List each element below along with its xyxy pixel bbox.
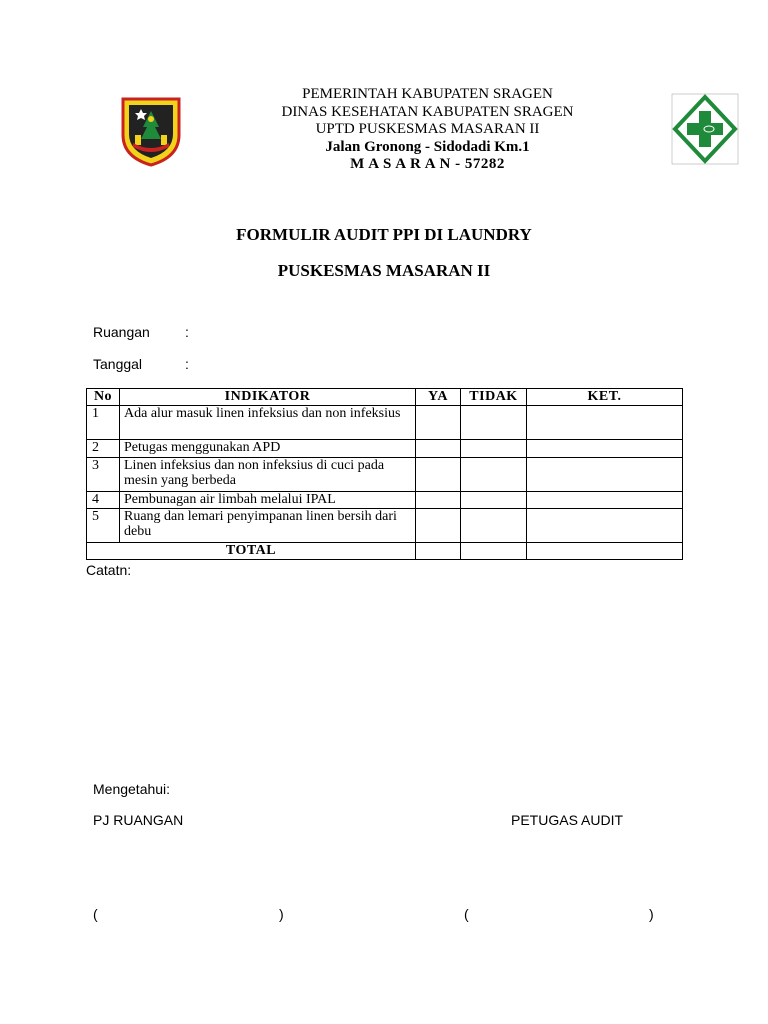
table-row bbox=[87, 440, 683, 458]
right-signature-open-paren: ( bbox=[464, 906, 469, 922]
column-header-indikator: INDIKATOR bbox=[120, 389, 416, 406]
left-signature-open-paren: ( bbox=[93, 906, 98, 922]
letterhead-line-department: DINAS KESEHATAN KABUPATEN SRAGEN bbox=[281, 103, 574, 120]
petugas-audit-label: PETUGAS AUDIT bbox=[511, 812, 624, 828]
row-indicator: Ada alur masuk linen infeksius dan non infeksius bbox=[120, 406, 416, 440]
right-signature-close-paren: ) bbox=[649, 906, 654, 922]
row-number: 2 bbox=[87, 440, 120, 458]
letterhead-line-government: PEMERINTAH KABUPATEN SRAGEN bbox=[302, 86, 553, 102]
row-indicator: Ruang dan lemari penyimpanan linen bersih dari debu bbox=[120, 509, 416, 543]
cell-ket[interactable] bbox=[527, 509, 683, 543]
column-header-tidak: TIDAK bbox=[461, 389, 527, 406]
total-ket[interactable] bbox=[527, 543, 683, 560]
sragen-regency-emblem-icon bbox=[121, 97, 181, 167]
table-row bbox=[87, 406, 683, 440]
cell-ya[interactable] bbox=[416, 406, 461, 440]
row-number: 5 bbox=[87, 509, 120, 543]
column-header-ya: YA bbox=[416, 389, 461, 406]
total-tidak[interactable] bbox=[461, 543, 527, 560]
audit-table bbox=[86, 388, 683, 560]
field-label-tanggal: Tanggal bbox=[93, 356, 143, 372]
letterhead bbox=[200, 86, 655, 174]
letterhead-city: M A S A R A N - 57282 bbox=[350, 156, 505, 172]
cell-ket[interactable] bbox=[527, 492, 683, 509]
notes-label: Catatn: bbox=[86, 562, 132, 578]
cell-tidak[interactable] bbox=[461, 458, 527, 492]
row-number: 4 bbox=[87, 492, 120, 509]
cell-ya[interactable] bbox=[416, 440, 461, 458]
field-colon-ruangan: : bbox=[185, 324, 189, 340]
row-indicator: Petugas menggunakan APD bbox=[120, 440, 416, 458]
cell-ket[interactable] bbox=[527, 440, 683, 458]
cell-tidak[interactable] bbox=[461, 440, 527, 458]
table-row bbox=[87, 492, 683, 509]
left-signature-close-paren: ) bbox=[279, 906, 284, 922]
total-ya[interactable] bbox=[416, 543, 461, 560]
table-row bbox=[87, 458, 683, 492]
table-total-row bbox=[87, 543, 683, 560]
row-number: 3 bbox=[87, 458, 120, 492]
column-header-ket: KET. bbox=[527, 389, 683, 406]
row-indicator: Linen infeksius dan non infeksius di cuci pada mesin yang berbeda bbox=[120, 458, 416, 492]
puskesmas-cross-logo-icon bbox=[671, 93, 739, 165]
cell-ket[interactable] bbox=[527, 406, 683, 440]
field-colon-tanggal: : bbox=[185, 356, 189, 372]
cell-tidak[interactable] bbox=[461, 406, 527, 440]
cell-tidak[interactable] bbox=[461, 492, 527, 509]
cell-ya[interactable] bbox=[416, 509, 461, 543]
cell-ya[interactable] bbox=[416, 458, 461, 492]
column-header-no: No bbox=[87, 389, 120, 406]
form-subtitle: PUSKESMAS MASARAN II bbox=[277, 261, 491, 280]
row-indicator: Pembunagan air limbah melalui IPAL bbox=[120, 492, 416, 509]
letterhead-line-institution: UPTD PUSKESMAS MASARAN II bbox=[315, 121, 540, 137]
acknowledged-label: Mengetahui: bbox=[93, 781, 171, 797]
table-header-row bbox=[87, 389, 683, 406]
row-number: 1 bbox=[87, 406, 120, 440]
total-label: TOTAL bbox=[87, 543, 416, 560]
letterhead-address: Jalan Gronong - Sidodadi Km.1 bbox=[325, 138, 530, 155]
pj-ruangan-label: PJ RUANGAN bbox=[93, 812, 184, 828]
cell-tidak[interactable] bbox=[461, 509, 527, 543]
field-label-ruangan: Ruangan bbox=[93, 324, 150, 340]
cell-ket[interactable] bbox=[527, 458, 683, 492]
table-row bbox=[87, 509, 683, 543]
form-title: FORMULIR AUDIT PPI DI LAUNDRY bbox=[236, 225, 532, 244]
cell-ya[interactable] bbox=[416, 492, 461, 509]
